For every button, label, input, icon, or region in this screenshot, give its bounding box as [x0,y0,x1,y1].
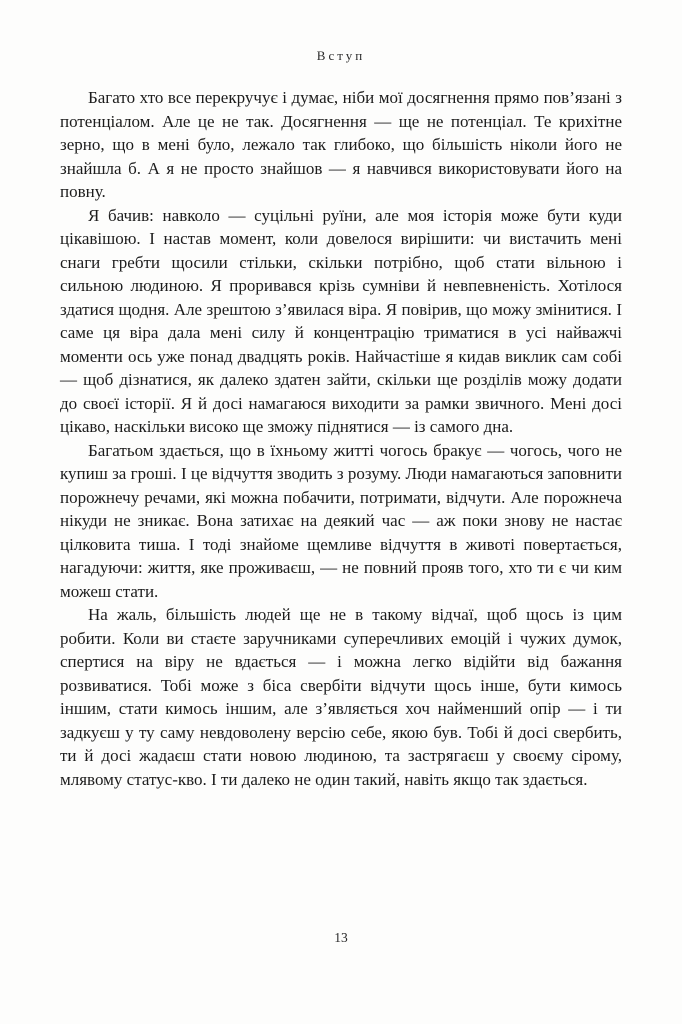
body-text [60,86,622,791]
paragraph-3: Багатьом здається, що в їхньому житті чогось бракує — чогось, чого не купиш за гроші. І це відчуття зводить з розуму. Люди намагаються заповнити порожнечу речами, які можна побачити, потримати, відчути. Але порожнеча нікуди не зникає. Вона затихає на деякий час — аж поки знову не настає цілковита тиша. І тоді знайоме щемливе відчуття в животі повертається, нагадуючи: життя, яке проживаєш, — не повний прояв того, хто ти є чи ким можеш стати. [60,440,622,601]
paragraph-1: Багато хто все перекручує і думає, ніби мої досягнення прямо пов’язані з потенціалом. Але це не так. Досягнення — ще не потенціал. Те крихітне зерно, що в мені було, лежало так глибоко, що більшість ніколи його не знайшла б. А я не просто знайшов — я навчився використовувати його на повну. [60,88,622,201]
chapter-running-head: Вступ [316,48,366,63]
page-number: 13 [334,930,348,945]
paragraph-4: На жаль, більшість людей ще не в такому відчаї, щоб щось із цим робити. Коли ви стаєте заручниками суперечливих емоцій і чужих думок, спертися на віру не вдається — і можна легко відійти від бажання розвиватися. Тобі може з біса свербіти відчути щось інше, бути кимось іншим, стати кимось іншим, але з’являється хоч найменший опір — і ти задкуєш у ту саму невдоволену версію себе, якою був. Тобі й досі свербить, ти й досі жадаєш стати новою людиною, та застрягаєш у своєму сірому, млявому статус-кво. І ти далеко не один такий, навіть якщо так здається. [60,605,622,789]
paragraph-2: Я бачив: навколо — суцільні руїни, але моя історія може бути куди цікавішою. І настав момент, коли довелося вирішити: чи вистачить мені снаги гребти щосили стільки, скільки потрібно, щоб стати вільною і сильною людиною. Я проривався крізь сумніви й невпевненість. Хотілося здатися щодня. Але зрештою з’явилася віра. Я повірив, що можу змінитися. І саме ця віра дала мені силу й концентрацію триматися в усі найважчі моменти ось уже понад двадцять років. Найчастіше я кидав виклик сам собі — щоб дізнатися, як далеко здатен зайти, скільки ще розділів можу додати до своєї історії. Я й досі намагаюся виходити за рамки звичного. Мені досі цікаво, наскільки високо ще зможу піднятися — із самого дна. [60,205,622,436]
